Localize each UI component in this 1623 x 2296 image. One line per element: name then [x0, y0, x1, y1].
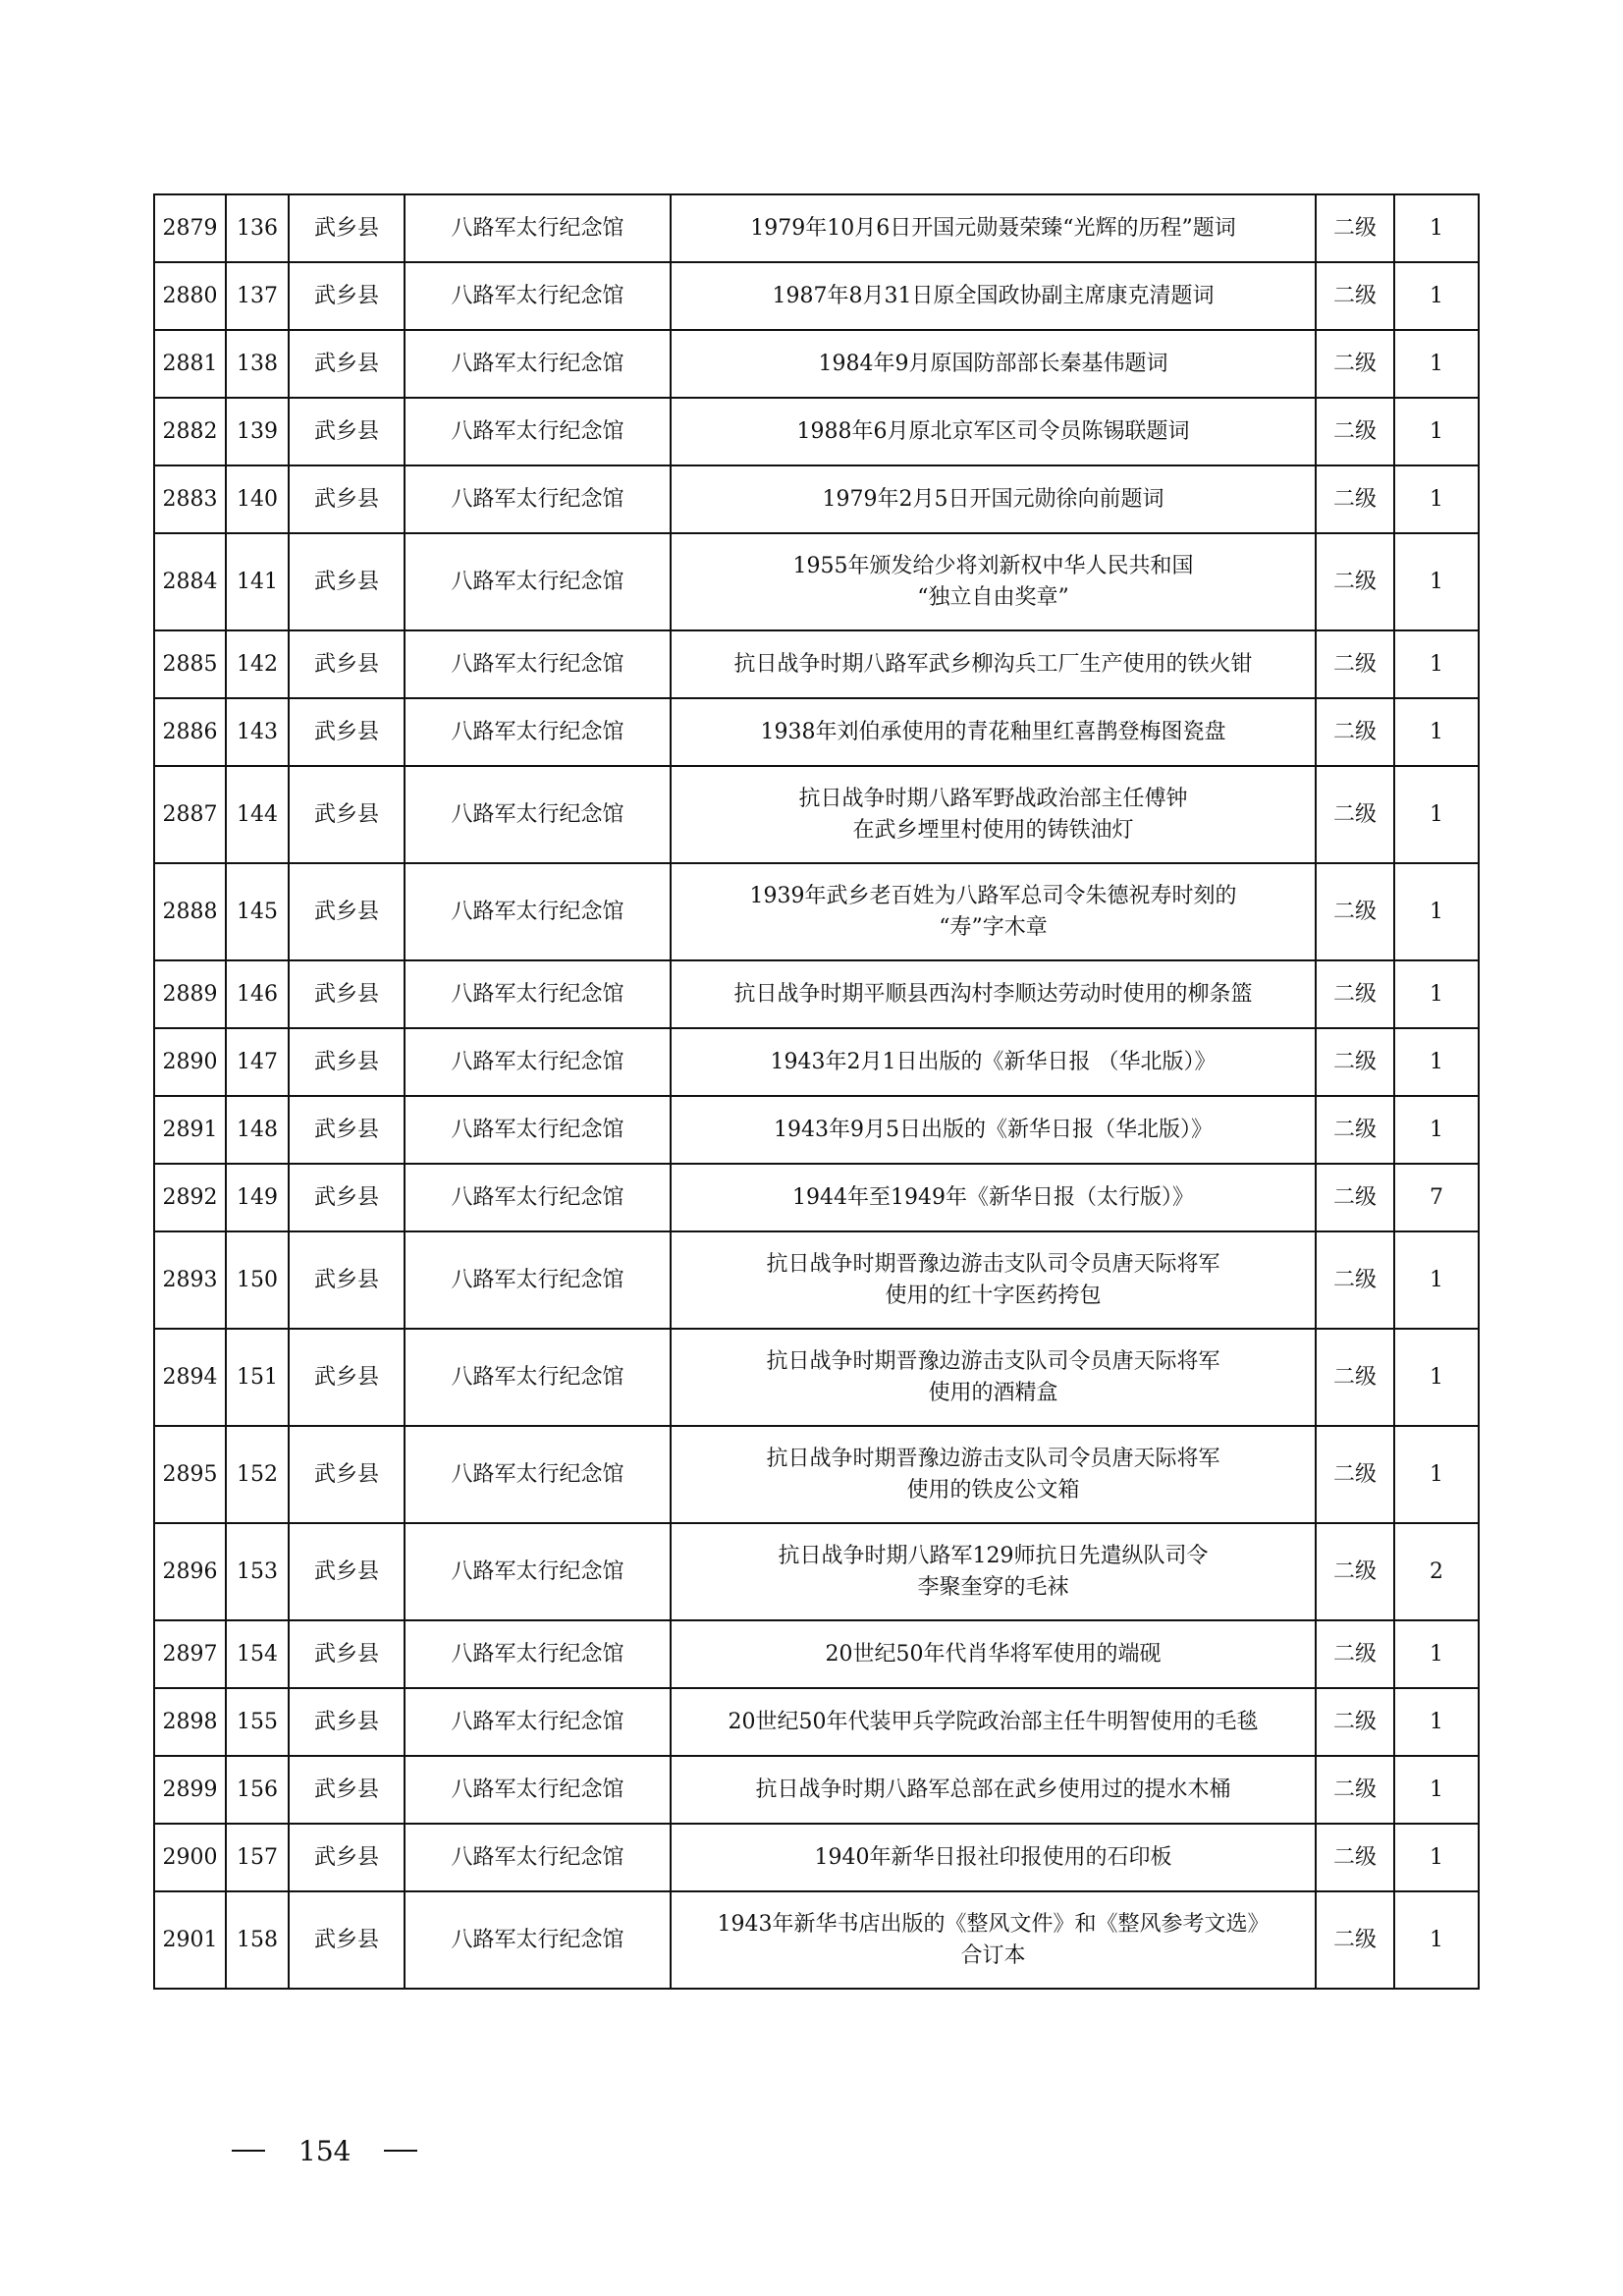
cell-serial-number: 2880	[154, 262, 226, 330]
cell-serial-number: 2890	[154, 1028, 226, 1096]
cell-museum: 八路军太行纪念馆	[405, 1028, 671, 1096]
cell-museum: 八路军太行纪念馆	[405, 1329, 671, 1426]
cell-county: 武乡县	[289, 1426, 405, 1523]
cell-sub-number: 150	[226, 1231, 289, 1329]
cell-serial-number: 2898	[154, 1688, 226, 1756]
table-row	[154, 1426, 1479, 1523]
table-row	[154, 1620, 1479, 1688]
cell-quantity: 1	[1394, 766, 1479, 863]
cell-sub-number: 137	[226, 262, 289, 330]
cell-county: 武乡县	[289, 698, 405, 766]
cell-quantity: 1	[1394, 398, 1479, 465]
cell-grade: 二级	[1316, 465, 1394, 533]
table-row	[154, 1756, 1479, 1824]
cell-serial-number: 2891	[154, 1096, 226, 1164]
table-row	[154, 766, 1479, 863]
cell-grade: 二级	[1316, 1028, 1394, 1096]
cell-grade: 二级	[1316, 1164, 1394, 1231]
cell-description	[671, 398, 1316, 465]
cell-sub-number: 152	[226, 1426, 289, 1523]
cell-serial-number: 2884	[154, 533, 226, 630]
cell-serial-number: 2895	[154, 1426, 226, 1523]
table-row	[154, 330, 1479, 398]
cell-quantity: 1	[1394, 330, 1479, 398]
cell-sub-number: 155	[226, 1688, 289, 1756]
table-row	[154, 863, 1479, 960]
cell-description	[671, 1096, 1316, 1164]
cell-county: 武乡县	[289, 960, 405, 1028]
cell-county: 武乡县	[289, 1164, 405, 1231]
cell-grade: 二级	[1316, 262, 1394, 330]
description-line: 1938年刘伯承使用的青花釉里红喜鹊登梅图瓷盘	[760, 719, 1226, 744]
cell-quantity: 1	[1394, 1824, 1479, 1891]
cell-description	[671, 863, 1316, 960]
cell-description	[671, 262, 1316, 330]
description-line: “独立自由奖章”	[917, 584, 1069, 610]
cell-serial-number: 2894	[154, 1329, 226, 1426]
table-row	[154, 1028, 1479, 1096]
description-line: 抗日战争时期晋豫边游击支队司令员唐天际将军	[766, 1348, 1220, 1374]
cell-quantity: 1	[1394, 1891, 1479, 1989]
cell-description	[671, 698, 1316, 766]
cell-museum: 八路军太行纪念馆	[405, 960, 671, 1028]
cell-county: 武乡县	[289, 766, 405, 863]
cell-quantity: 1	[1394, 630, 1479, 698]
cell-quantity: 2	[1394, 1523, 1479, 1620]
description-line: 1943年9月5日出版的《新华日报（华北版）》	[774, 1117, 1213, 1142]
description-line: 20世纪50年代肖华将军使用的端砚	[825, 1641, 1162, 1667]
cell-museum: 八路军太行纪念馆	[405, 1164, 671, 1231]
table-row	[154, 1824, 1479, 1891]
cell-serial-number: 2896	[154, 1523, 226, 1620]
cell-description	[671, 1891, 1316, 1989]
cell-serial-number: 2882	[154, 398, 226, 465]
table-row	[154, 194, 1479, 262]
cell-description	[671, 630, 1316, 698]
cell-quantity: 1	[1394, 262, 1479, 330]
cell-serial-number: 2889	[154, 960, 226, 1028]
cell-county: 武乡县	[289, 1620, 405, 1688]
cell-quantity: 7	[1394, 1164, 1479, 1231]
cell-quantity: 1	[1394, 465, 1479, 533]
description-line: 1943年2月1日出版的《新华日报 （华北版）》	[770, 1049, 1217, 1074]
cell-serial-number: 2897	[154, 1620, 226, 1688]
cell-description	[671, 533, 1316, 630]
cell-county: 武乡县	[289, 1688, 405, 1756]
cell-grade: 二级	[1316, 1620, 1394, 1688]
description-line: 抗日战争时期晋豫边游击支队司令员唐天际将军	[766, 1446, 1220, 1471]
table-row	[154, 960, 1479, 1028]
cell-quantity: 1	[1394, 1329, 1479, 1426]
table-row	[154, 262, 1479, 330]
cell-grade: 二级	[1316, 1824, 1394, 1891]
description-line: 合订本	[960, 1942, 1026, 1968]
table-row	[154, 1523, 1479, 1620]
description-line: 1940年新华日报社印报使用的石印板	[814, 1844, 1172, 1870]
cell-quantity: 1	[1394, 533, 1479, 630]
cell-quantity: 1	[1394, 960, 1479, 1028]
cell-serial-number: 2899	[154, 1756, 226, 1824]
cell-grade: 二级	[1316, 1096, 1394, 1164]
description-line: 1987年8月31日原全国政协副主席康克清题词	[772, 283, 1215, 308]
description-line: 李聚奎穿的毛袜	[917, 1574, 1069, 1600]
cell-grade: 二级	[1316, 863, 1394, 960]
cell-museum: 八路军太行纪念馆	[405, 194, 671, 262]
description-line: 1943年新华书店出版的《整风文件》和《整风参考文选》	[717, 1911, 1270, 1937]
cell-county: 武乡县	[289, 465, 405, 533]
cell-description	[671, 1426, 1316, 1523]
cell-museum: 八路军太行纪念馆	[405, 1523, 671, 1620]
cell-museum: 八路军太行纪念馆	[405, 1891, 671, 1989]
table-row	[154, 465, 1479, 533]
cell-sub-number: 144	[226, 766, 289, 863]
cell-quantity: 1	[1394, 698, 1479, 766]
cell-description	[671, 960, 1316, 1028]
description-line: 20世纪50年代装甲兵学院政治部主任牛明智使用的毛毯	[728, 1709, 1259, 1734]
description-line: 在武乡堙里村使用的铸铁油灯	[852, 817, 1134, 843]
description-line: 使用的酒精盒	[928, 1380, 1058, 1405]
cell-quantity: 1	[1394, 1231, 1479, 1329]
cell-museum: 八路军太行纪念馆	[405, 465, 671, 533]
cell-sub-number: 145	[226, 863, 289, 960]
cell-county: 武乡县	[289, 1329, 405, 1426]
cell-county: 武乡县	[289, 1756, 405, 1824]
cell-serial-number: 2879	[154, 194, 226, 262]
cell-serial-number: 2883	[154, 465, 226, 533]
cell-museum: 八路军太行纪念馆	[405, 398, 671, 465]
cell-quantity: 1	[1394, 1688, 1479, 1756]
description-line: 1955年颁发给少将刘新权中华人民共和国	[792, 553, 1194, 578]
cell-sub-number: 142	[226, 630, 289, 698]
cell-museum: 八路军太行纪念馆	[405, 630, 671, 698]
cell-grade: 二级	[1316, 766, 1394, 863]
cell-sub-number: 148	[226, 1096, 289, 1164]
description-line: “寿”字木章	[939, 914, 1048, 940]
description-line: 1988年6月原北京军区司令员陈锡联题词	[796, 418, 1190, 444]
cell-sub-number: 138	[226, 330, 289, 398]
cell-county: 武乡县	[289, 630, 405, 698]
table-row	[154, 1688, 1479, 1756]
cell-museum: 八路军太行纪念馆	[405, 330, 671, 398]
cell-serial-number: 2885	[154, 630, 226, 698]
cell-grade: 二级	[1316, 1523, 1394, 1620]
cell-sub-number: 158	[226, 1891, 289, 1989]
page-number: 154	[298, 2134, 352, 2167]
cell-county: 武乡县	[289, 863, 405, 960]
cell-county: 武乡县	[289, 1231, 405, 1329]
cell-sub-number: 140	[226, 465, 289, 533]
cell-county: 武乡县	[289, 194, 405, 262]
cell-quantity: 1	[1394, 1756, 1479, 1824]
cell-description	[671, 1523, 1316, 1620]
relics-table	[153, 193, 1480, 1990]
description-line: 抗日战争时期晋豫边游击支队司令员唐天际将军	[766, 1251, 1220, 1277]
cell-county: 武乡县	[289, 1096, 405, 1164]
description-line: 使用的红十字医药挎包	[885, 1283, 1102, 1308]
cell-description	[671, 1756, 1316, 1824]
cell-quantity: 1	[1394, 194, 1479, 262]
table-row	[154, 1891, 1479, 1989]
footer-dash-left	[232, 2150, 265, 2152]
cell-county: 武乡县	[289, 1891, 405, 1989]
cell-grade: 二级	[1316, 1426, 1394, 1523]
cell-description	[671, 465, 1316, 533]
cell-sub-number: 156	[226, 1756, 289, 1824]
cell-quantity: 1	[1394, 1426, 1479, 1523]
cell-description	[671, 766, 1316, 863]
table-row	[154, 1096, 1479, 1164]
cell-sub-number: 143	[226, 698, 289, 766]
cell-grade: 二级	[1316, 960, 1394, 1028]
cell-serial-number: 2886	[154, 698, 226, 766]
description-line: 1979年2月5日开国元勋徐向前题词	[822, 486, 1164, 512]
cell-serial-number: 2892	[154, 1164, 226, 1231]
cell-museum: 八路军太行纪念馆	[405, 1620, 671, 1688]
cell-county: 武乡县	[289, 1824, 405, 1891]
table-row	[154, 630, 1479, 698]
cell-museum: 八路军太行纪念馆	[405, 1096, 671, 1164]
cell-quantity: 1	[1394, 1096, 1479, 1164]
cell-grade: 二级	[1316, 630, 1394, 698]
cell-museum: 八路军太行纪念馆	[405, 1231, 671, 1329]
description-line: 抗日战争时期八路军武乡柳沟兵工厂生产使用的铁火钳	[733, 651, 1253, 677]
table-row	[154, 1329, 1479, 1426]
cell-quantity: 1	[1394, 863, 1479, 960]
description-line: 抗日战争时期八路军野战政治部主任傅钟	[798, 786, 1188, 811]
cell-museum: 八路军太行纪念馆	[405, 1824, 671, 1891]
cell-museum: 八路军太行纪念馆	[405, 1756, 671, 1824]
cell-museum: 八路军太行纪念馆	[405, 863, 671, 960]
cell-grade: 二级	[1316, 194, 1394, 262]
cell-county: 武乡县	[289, 1523, 405, 1620]
cell-sub-number: 149	[226, 1164, 289, 1231]
footer-dash-right	[384, 2150, 417, 2152]
description-line: 抗日战争时期平顺县西沟村李顺达劳动时使用的柳条篮	[733, 981, 1253, 1007]
cell-sub-number: 146	[226, 960, 289, 1028]
cell-serial-number: 2888	[154, 863, 226, 960]
cell-description	[671, 1824, 1316, 1891]
description-line: 1979年10月6日开国元勋聂荣臻“光辉的历程”题词	[750, 215, 1236, 241]
cell-quantity: 1	[1394, 1028, 1479, 1096]
cell-description	[671, 1164, 1316, 1231]
cell-description	[671, 1620, 1316, 1688]
cell-museum: 八路军太行纪念馆	[405, 262, 671, 330]
cell-museum: 八路军太行纪念馆	[405, 533, 671, 630]
table-row	[154, 1164, 1479, 1231]
cell-museum: 八路军太行纪念馆	[405, 1688, 671, 1756]
description-line: 1984年9月原国防部部长秦基伟题词	[818, 351, 1168, 376]
cell-county: 武乡县	[289, 330, 405, 398]
cell-county: 武乡县	[289, 398, 405, 465]
cell-serial-number: 2893	[154, 1231, 226, 1329]
cell-description	[671, 330, 1316, 398]
cell-county: 武乡县	[289, 262, 405, 330]
description-line: 抗日战争时期八路军总部在武乡使用过的提水木桶	[755, 1777, 1231, 1802]
description-line: 使用的铁皮公文箱	[906, 1477, 1080, 1503]
cell-sub-number: 136	[226, 194, 289, 262]
cell-serial-number: 2901	[154, 1891, 226, 1989]
cell-sub-number: 153	[226, 1523, 289, 1620]
cell-grade: 二级	[1316, 330, 1394, 398]
table-row	[154, 398, 1479, 465]
cell-grade: 二级	[1316, 533, 1394, 630]
cell-grade: 二级	[1316, 1756, 1394, 1824]
description-line: 1944年至1949年《新华日报（太行版）》	[792, 1184, 1194, 1210]
cell-grade: 二级	[1316, 1329, 1394, 1426]
cell-grade: 二级	[1316, 398, 1394, 465]
cell-description	[671, 1329, 1316, 1426]
cell-serial-number: 2887	[154, 766, 226, 863]
description-line: 抗日战争时期八路军129师抗日先遣纵队司令	[778, 1543, 1209, 1568]
cell-serial-number: 2900	[154, 1824, 226, 1891]
cell-county: 武乡县	[289, 1028, 405, 1096]
cell-description	[671, 1231, 1316, 1329]
cell-museum: 八路军太行纪念馆	[405, 766, 671, 863]
cell-description	[671, 1028, 1316, 1096]
cell-sub-number: 154	[226, 1620, 289, 1688]
cell-sub-number: 139	[226, 398, 289, 465]
table-row	[154, 533, 1479, 630]
cell-quantity: 1	[1394, 1620, 1479, 1688]
cell-description	[671, 194, 1316, 262]
table-row	[154, 698, 1479, 766]
cell-grade: 二级	[1316, 1688, 1394, 1756]
cell-serial-number: 2881	[154, 330, 226, 398]
cell-sub-number: 141	[226, 533, 289, 630]
cell-museum: 八路军太行纪念馆	[405, 698, 671, 766]
table-row	[154, 1231, 1479, 1329]
cell-sub-number: 157	[226, 1824, 289, 1891]
description-line: 1939年武乡老百姓为八路军总司令朱德祝寿时刻的	[749, 883, 1237, 908]
cell-county: 武乡县	[289, 533, 405, 630]
cell-grade: 二级	[1316, 1231, 1394, 1329]
cell-sub-number: 151	[226, 1329, 289, 1426]
cell-description	[671, 1688, 1316, 1756]
page-footer	[232, 2131, 417, 2170]
cell-grade: 二级	[1316, 1891, 1394, 1989]
cell-museum: 八路军太行纪念馆	[405, 1426, 671, 1523]
cell-grade: 二级	[1316, 698, 1394, 766]
cell-sub-number: 147	[226, 1028, 289, 1096]
